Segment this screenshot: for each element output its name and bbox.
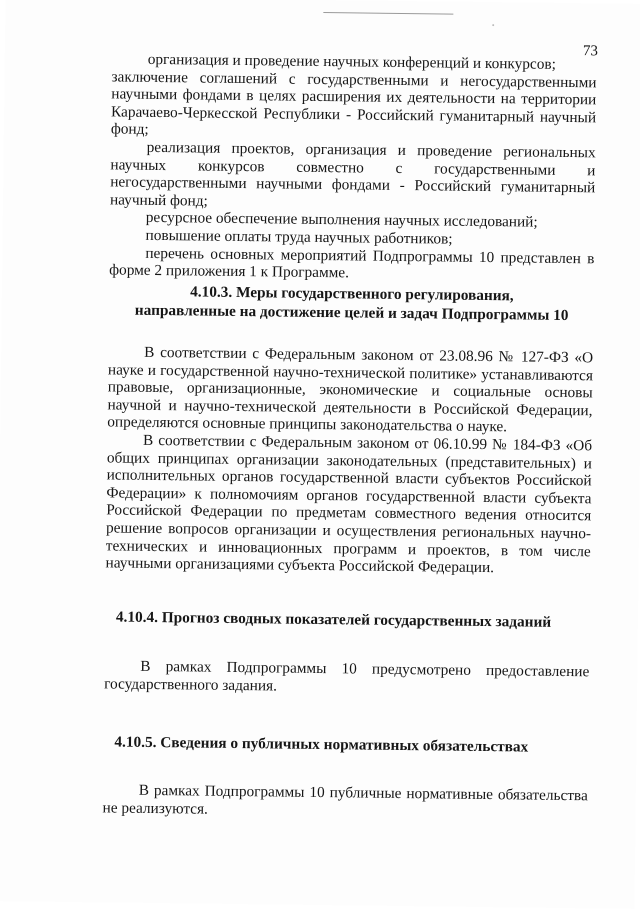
page-number: 73 — [582, 43, 598, 60]
scan-speck — [492, 24, 494, 26]
intro-item: перечень основных мероприятий Подпрограммы 10 представлен в форме 2 приложения 1 к Программе. — [109, 244, 595, 282]
section-4-10-3-title-line2: направленные на достижение целей и задач Подпрограммы 10 — [134, 301, 569, 325]
intro-list — [109, 50, 597, 285]
section-4-10-3-body — [105, 343, 593, 578]
section-4-10-3-title-line1: 4.10.3. Меры государственного регулирования, — [190, 283, 514, 305]
section-4-10-5-body — [103, 781, 588, 822]
intro-item: реализация проектов, организация и проведение региональных научных конкурсов совместно с государственными и негосударственными научными фондами - Российский гуманитарный научный фонд; — [109, 138, 596, 210]
paragraph: В рамках Подпрограммы 10 публичные нормативные обязательства не реализуются. — [102, 781, 588, 818]
section-4-10-5-title: 4.10.5. Сведения о публичных нормативных обязательствах — [114, 733, 529, 756]
intro-item: организация и проведение научных конференций и конкурсов; — [147, 50, 557, 73]
intro-item: заключение соглашений с государственными и негосударственными научными фондами в целях расширения их деятельности на территории Карачаево-Черкесской Республики - Российский гуманитарный научный фонд; — [110, 68, 597, 139]
paragraph: В соответствии с Федеральным законом от 06.10.99 № 184-ФЗ «Об общих принципах организации законодательных (представительных) и исполнительных органов государственной власти субъектов Российской Федерации» к полномочиям органов государственной власти субъекта Российской Федерации по предметам совместного ведения относится решение вопросов организации и осуществления региональных научно-технических и инновационных программ и проектов, в том числе научными организациями субъекта Российской Федерации. — [105, 431, 593, 577]
intro-item: ресурсное обеспечение выполнения научных исследований; — [145, 209, 538, 231]
paragraph: В соответствии с Федеральным законом от 23.08.96 № 127-ФЗ «О науке и государственной научно-технической политике» устанавливаются правовые, организационные, экономические и социальные основы научной и научно-технической деятельности в Российской Федерации, определяются основные принципы законодательства о науке. — [107, 343, 594, 436]
scan-artifact-line — [323, 12, 453, 15]
intro-item: повышение оплаты труда научных работников; — [145, 226, 453, 248]
section-4-10-4-title: 4.10.4. Прогноз сводных показателей государственных заданий — [115, 608, 552, 631]
paragraph: В рамках Подпрограммы 10 предусмотрено предоставление государственного задания. — [104, 657, 590, 695]
section-4-10-4-body — [104, 657, 589, 698]
